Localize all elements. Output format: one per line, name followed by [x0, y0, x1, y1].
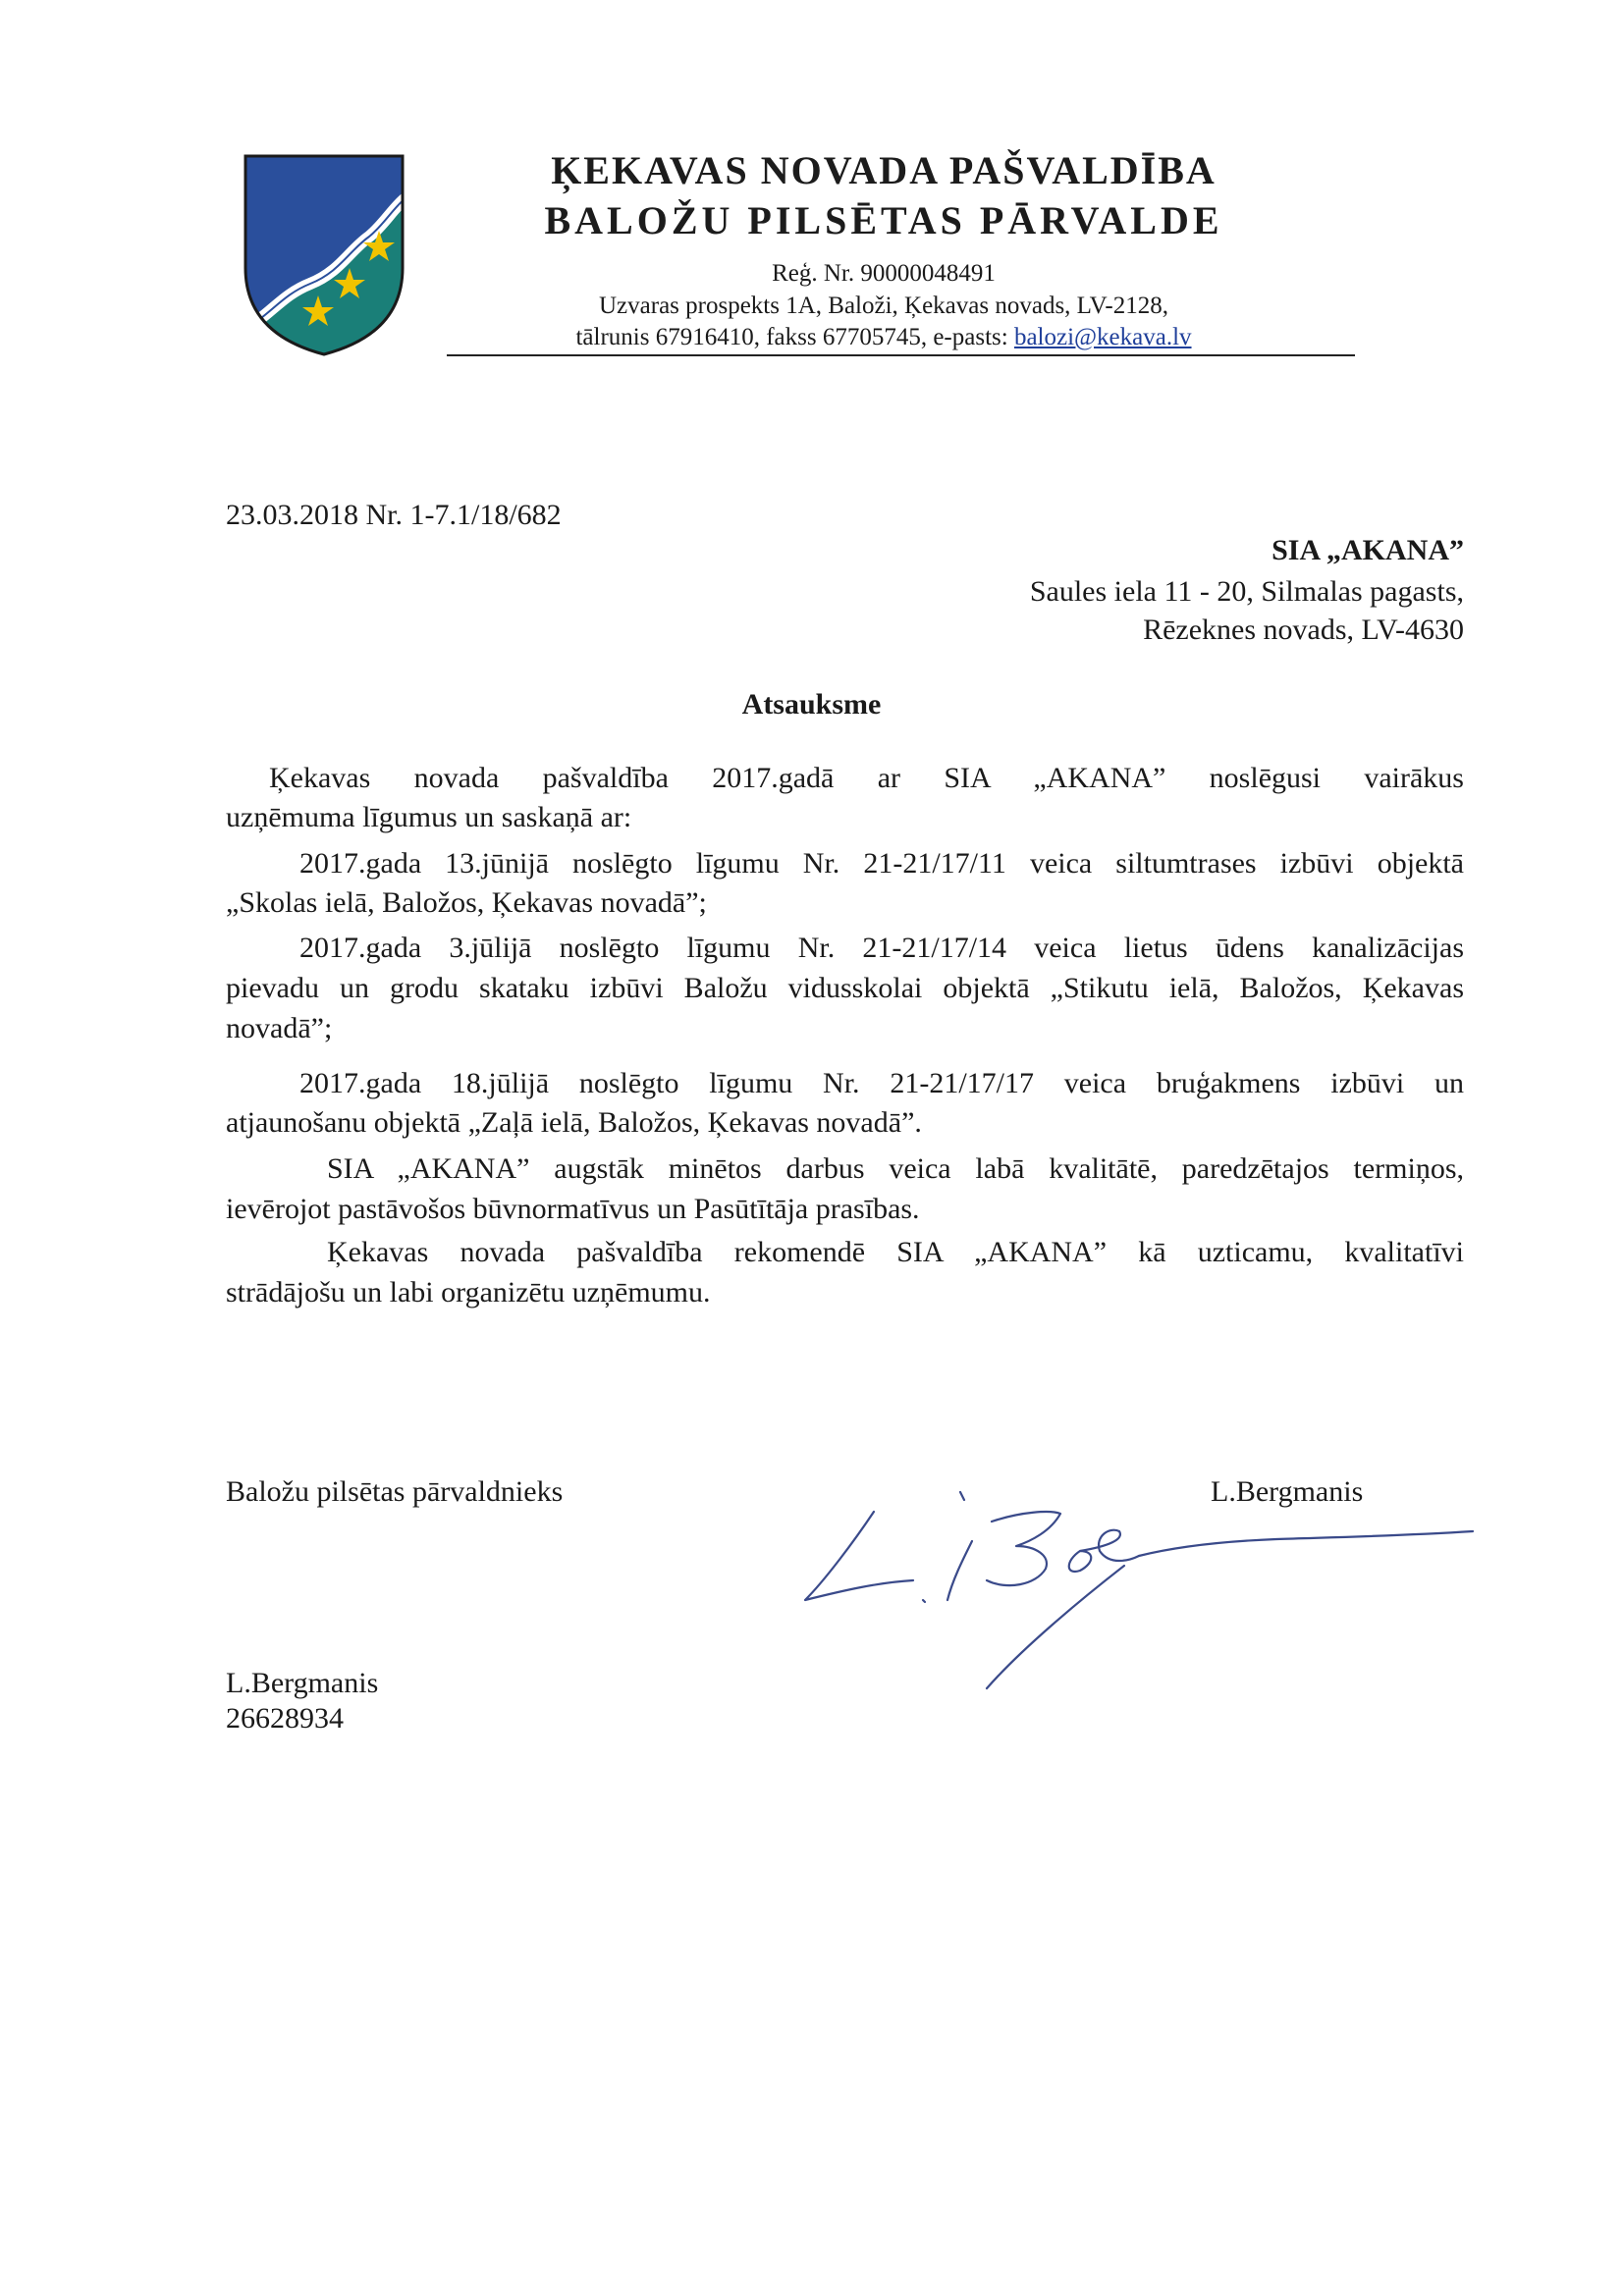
contact-phone: 26628934: [226, 1702, 344, 1735]
body-line: 2017.gada 13.jūnijā noslēgto līgumu Nr. 21-21/17/11 veica siltumtrases izbūvi objektā: [299, 847, 1464, 880]
signoff-name: L.Bergmanis: [1211, 1475, 1364, 1508]
body-line: strādājošu un labi organizētu uzņēmumu.: [226, 1276, 711, 1308]
organization-contacts: [471, 321, 1296, 354]
document-date-number: 23.03.2018 Nr. 1-7.1/18/682: [226, 499, 562, 531]
organization-name: ĶEKAVAS NOVADA PAŠVALDĪBA: [551, 148, 1217, 192]
body-line: ievērojot pastāvošos būvnormatīvus un Pasūtītāja prasības.: [226, 1193, 920, 1225]
body-line: SIA „AKANA” augstāk minētos darbus veica labā kvalitātē, paredzētajos termiņos,: [327, 1152, 1464, 1185]
recipient-address-line: Rēzeknes novads, LV-4630: [1143, 614, 1464, 646]
recipient-address-line: Saules iela 11 - 20, Silmalas pagasts,: [1029, 575, 1464, 608]
coat-of-arms-icon: [242, 152, 406, 358]
contacts-text: tālrunis 67916410, fakss 67705745, e-pasts:: [575, 324, 1014, 350]
organization-address: Uzvaras prospekts 1A, Baloži, Ķekavas novads, LV-2128,: [599, 293, 1168, 319]
recipient-name: SIA „AKANA”: [1271, 534, 1464, 566]
signoff-title: Baložu pilsētas pārvaldnieks: [226, 1475, 564, 1508]
organization-subtitle: BALOŽU PILSĒTAS PĀRVALDE: [544, 198, 1223, 242]
contact-name: L.Bergmanis: [226, 1667, 379, 1699]
body-line: Ķekavas novada pašvaldība rekomendē SIA „AKANA” kā uzticamu, kvalitatīvi: [327, 1236, 1464, 1268]
email-link[interactable]: balozi@kekava.lv: [1013, 324, 1192, 350]
body-line: 2017.gada 18.jūlijā noslēgto līgumu Nr. 21-21/17/17 veica bruģakmens izbūvi un: [299, 1067, 1464, 1099]
body-line: Ķekavas novada pašvaldība 2017.gadā ar SIA „AKANA” noslēgusi vairākus: [269, 762, 1464, 794]
body-line: 2017.gada 3.jūlijā noslēgto līgumu Nr. 21-21/17/14 veica lietus ūdens kanalizācijas: [299, 932, 1464, 964]
registration-number: Reģ. Nr. 90000048491: [772, 260, 996, 287]
body-line: atjaunošanu objektā „Zaļā ielā, Baložos, Ķekavas novadā”.: [226, 1106, 922, 1139]
body-line: „Skolas ielā, Baložos, Ķekavas novadā”;: [226, 886, 707, 919]
handwritten-signature: [785, 1453, 1512, 1708]
body-line: uzņēmuma līgumus un saskaņā ar:: [226, 801, 632, 833]
letterhead-divider: [447, 354, 1355, 356]
document-heading: Atsauksme: [741, 688, 882, 721]
body-line: pievadu un grodu skataku izbūvi Baložu vidusskolai objektā „Stikutu ielā, Baložos, Ķekavas: [226, 972, 1464, 1004]
body-line: novadā”;: [226, 1012, 333, 1044]
